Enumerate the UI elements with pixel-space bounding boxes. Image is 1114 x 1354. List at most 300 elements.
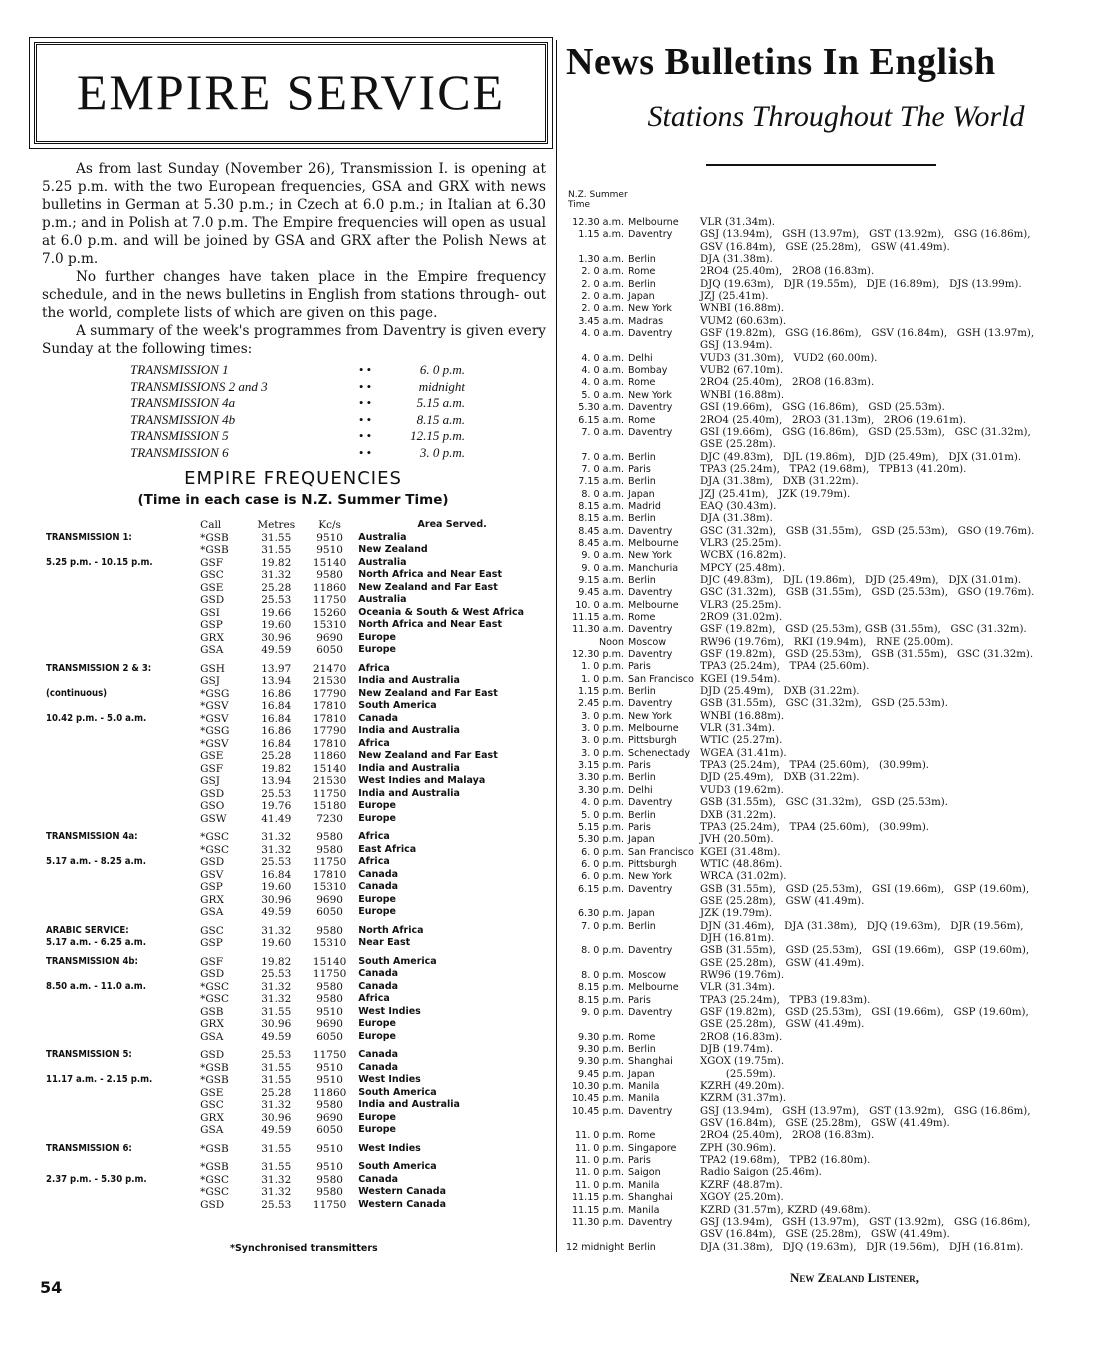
bulletin-frequencies: GSC (31.32m), GSB (31.55m), GSD (25.53m), GSO (19.76m). bbox=[700, 587, 1035, 599]
cell-transmission bbox=[46, 800, 200, 813]
bulletin-frequencies: TPA3 (25.24m), TPA4 (25.60m), (30.99m). bbox=[700, 821, 930, 833]
bulletin-place bbox=[628, 1118, 700, 1130]
bulletin-row bbox=[566, 711, 1111, 723]
cell-kcs: 6050 bbox=[316, 1124, 343, 1136]
bulletin-time: 5.15 p.m. bbox=[578, 821, 624, 833]
table-row bbox=[46, 532, 546, 545]
bulletin-row bbox=[566, 1069, 1111, 1081]
cell-transmission: 8.50 a.m. - 11.0 a.m. bbox=[46, 980, 146, 992]
title-rule bbox=[706, 164, 936, 166]
cell-kcs: 9510 bbox=[316, 1005, 343, 1018]
bulletin-frequencies: WNBI (16.88m). bbox=[700, 710, 785, 722]
cell-kcs: 9580 bbox=[316, 1099, 343, 1111]
cell-kcs: 17810 bbox=[312, 712, 347, 725]
cell-metres: 49.59 bbox=[261, 1124, 292, 1136]
bulletin-row bbox=[566, 945, 1111, 957]
cell-kcs: 9580 bbox=[316, 1173, 343, 1186]
bulletin-place: Daventry bbox=[628, 525, 673, 537]
cell-call: GSV bbox=[200, 868, 224, 881]
bulletin-place: Moscow bbox=[628, 969, 667, 981]
bulletin-place: Daventry bbox=[628, 1105, 673, 1117]
bulletin-frequencies: GSV (16.84m), GSE (25.28m), GSW (41.49m). bbox=[700, 1229, 950, 1241]
cell-area: North Africa and Near East bbox=[358, 619, 502, 630]
table-row bbox=[46, 1112, 546, 1125]
bulletin-row bbox=[566, 402, 1111, 414]
cell-metres: 16.84 bbox=[261, 712, 292, 725]
schedule-time: 8.15 a.m. bbox=[416, 411, 465, 427]
bulletin-row bbox=[566, 1180, 1111, 1192]
bulletin-row bbox=[566, 1229, 1111, 1241]
cell-call: GSJ bbox=[200, 775, 220, 787]
bulletin-row bbox=[566, 1019, 1111, 1031]
bulletin-row bbox=[566, 748, 1111, 760]
cell-call: GSE bbox=[200, 1086, 224, 1099]
table-row bbox=[46, 937, 546, 950]
bulletin-time: 6.15 a.m. bbox=[578, 414, 624, 426]
bulletin-place: Daventry bbox=[628, 945, 673, 957]
bulletin-place: San Francisco bbox=[628, 846, 694, 858]
cell-kcs: 9510 bbox=[316, 1161, 343, 1173]
bulletin-frequencies: KGEI (19.54m). bbox=[700, 673, 781, 685]
cell-call: GSH bbox=[200, 662, 225, 675]
footer-publication: New Zealand Listener, bbox=[790, 1270, 920, 1285]
cell-metres: 31.32 bbox=[261, 1099, 292, 1111]
table-row bbox=[46, 663, 546, 676]
bulletin-time: 1.15 a.m. bbox=[578, 229, 624, 241]
bulletin-time: 9. 0 a.m. bbox=[581, 550, 624, 562]
bulletin-time: 11.15 p.m. bbox=[571, 1204, 624, 1216]
cell-call: GRX bbox=[200, 631, 224, 644]
bulletin-row bbox=[566, 785, 1111, 797]
bulletin-frequencies: WNBI (16.88m). bbox=[700, 303, 785, 315]
bulletin-frequencies: WRCA (31.02m). bbox=[700, 871, 787, 883]
table-row bbox=[46, 1174, 546, 1187]
summary-schedule bbox=[130, 362, 470, 461]
bulletin-frequencies: ZPH (30.96m). bbox=[700, 1142, 777, 1154]
cell-metres: 31.32 bbox=[261, 993, 292, 1005]
bulletin-frequencies: VLR (31.34m). bbox=[700, 217, 776, 228]
table-row bbox=[46, 713, 546, 726]
bulletin-time: 8.15 p.m. bbox=[578, 994, 624, 1006]
bulletin-place bbox=[628, 242, 700, 254]
table-row bbox=[46, 700, 546, 713]
bulletin-frequencies: MPCY (25.48m). bbox=[700, 562, 786, 574]
cell-area: Canada bbox=[358, 881, 399, 892]
bulletin-place: Berlin bbox=[628, 574, 656, 586]
intro-text bbox=[42, 160, 546, 358]
bulletin-place: New York bbox=[628, 389, 672, 401]
table-row bbox=[46, 607, 546, 620]
bulletin-row bbox=[566, 871, 1111, 883]
bulletin-frequencies: DXB (31.22m). bbox=[700, 809, 777, 821]
cell-call: GSD bbox=[200, 856, 225, 868]
cell-transmission bbox=[46, 544, 200, 557]
bulletin-place: Daventry bbox=[628, 328, 673, 340]
bulletin-time: 8.15 a.m. bbox=[578, 513, 624, 525]
bulletin-frequencies: RW96 (19.76m), RKI (19.94m), RNE (25.00m). bbox=[700, 636, 954, 648]
cell-metres: 25.53 bbox=[261, 787, 292, 800]
bulletin-time: 4. 0 a.m. bbox=[581, 328, 624, 340]
cell-area: Australia bbox=[358, 531, 407, 543]
bulletin-row bbox=[566, 254, 1111, 266]
bulletin-row bbox=[566, 575, 1111, 587]
bulletin-time: 6. 0 p.m. bbox=[581, 858, 624, 870]
bulletin-time: 11. 0 p.m. bbox=[575, 1155, 624, 1167]
bulletin-frequencies: VUM2 (60.63m). bbox=[700, 315, 787, 327]
bulletin-place: Berlin bbox=[628, 476, 656, 488]
bulletin-row bbox=[566, 316, 1111, 328]
bulletin-row bbox=[566, 600, 1111, 612]
intro-paragraph: A summary of the week's programmes from Daventry is given every Sunday at the following times: bbox=[42, 323, 546, 357]
cell-metres: 31.32 bbox=[261, 1186, 292, 1198]
bulletin-frequencies: GSB (31.55m), GSC (31.32m), GSD (25.53m). bbox=[700, 797, 948, 809]
bulletin-time: 4. 0 p.m. bbox=[581, 797, 624, 809]
cell-area: Europe bbox=[358, 800, 396, 811]
page-number: 54 bbox=[40, 1278, 63, 1297]
bulletin-place: Daventry bbox=[628, 587, 673, 599]
bulletin-place: Berlin bbox=[628, 451, 656, 463]
cell-kcs: 21470 bbox=[312, 662, 347, 675]
bulletin-place: Berlin bbox=[628, 809, 656, 821]
cell-kcs: 11860 bbox=[312, 1086, 347, 1099]
schedule-dots: • • bbox=[358, 362, 372, 377]
bulletin-row bbox=[566, 415, 1111, 427]
cell-area: Canada bbox=[358, 712, 399, 724]
bulletin-place: Madras bbox=[628, 315, 664, 327]
bulletin-frequencies: VLR3 (25.25m). bbox=[700, 599, 782, 611]
cell-area: Oceania & South & West Africa bbox=[358, 606, 525, 618]
cell-metres: 31.55 bbox=[261, 1074, 292, 1086]
bulletin-time: 6.15 p.m. bbox=[578, 883, 624, 895]
bulletin-frequencies: JZJ (25.41m). bbox=[700, 291, 769, 303]
cell-transmission bbox=[46, 1186, 200, 1199]
cell-kcs: 9580 bbox=[316, 980, 343, 993]
bulletin-time: 6.30 p.m. bbox=[578, 908, 624, 920]
bulletin-frequencies: DJD (25.49m), DXB (31.22m). bbox=[700, 686, 860, 698]
bulletin-time: 8. 0 p.m. bbox=[581, 945, 624, 957]
schedule-time: 5.15 a.m. bbox=[416, 395, 465, 410]
nz-summer-time-label: N.Z. Summer Time bbox=[568, 190, 628, 210]
bulletin-time: 2. 0 a.m. bbox=[581, 266, 624, 278]
bulletin-row bbox=[566, 1242, 1111, 1254]
bulletin-time bbox=[566, 439, 628, 451]
cell-area: Near East bbox=[358, 937, 411, 948]
bulletin-time bbox=[566, 242, 628, 254]
table-row bbox=[46, 1087, 546, 1100]
frequency-table bbox=[46, 519, 546, 1211]
bulletin-row bbox=[566, 797, 1111, 809]
bulletin-place: Singapore bbox=[628, 1142, 677, 1154]
bulletin-time: 11. 0 p.m. bbox=[575, 1130, 624, 1142]
cell-kcs: 21530 bbox=[312, 775, 347, 787]
bulletin-place: Berlin bbox=[628, 772, 656, 784]
schedule-dots: • • bbox=[358, 428, 372, 443]
bulletin-time: 2. 0 a.m. bbox=[581, 303, 624, 315]
bulletin-time: 8.15 p.m. bbox=[578, 982, 624, 994]
cell-transmission: 2.37 p.m. - 5.30 p.m. bbox=[46, 1173, 147, 1185]
bulletin-place: Rome bbox=[628, 377, 656, 389]
bulletin-row bbox=[566, 1143, 1111, 1155]
cell-transmission bbox=[46, 582, 200, 595]
bulletin-row bbox=[566, 328, 1111, 340]
bulletin-frequencies: DJC (49.83m), DJL (19.86m), DJD (25.49m), DJX (31.01m). bbox=[700, 574, 1022, 586]
cell-metres: 30.96 bbox=[261, 1111, 292, 1124]
cell-kcs: 11860 bbox=[312, 581, 347, 594]
cell-call: *GSC bbox=[200, 831, 230, 843]
bulletin-place: Rome bbox=[628, 1130, 656, 1142]
bulletin-list bbox=[566, 217, 1111, 1254]
cell-transmission: (continuous) bbox=[46, 687, 108, 699]
bulletin-row bbox=[566, 563, 1111, 575]
table-row bbox=[46, 869, 546, 882]
cell-kcs: 11750 bbox=[312, 968, 347, 980]
cell-metres: 19.82 bbox=[261, 762, 292, 775]
cell-metres: 31.55 bbox=[261, 544, 292, 556]
cell-transmission bbox=[46, 869, 200, 882]
bulletin-place: Japan bbox=[628, 1068, 655, 1080]
bulletin-place: Melbourne bbox=[628, 537, 679, 549]
cell-call: GSD bbox=[200, 1049, 225, 1061]
bulletin-place: Paris bbox=[628, 463, 651, 475]
cell-area: Canada bbox=[358, 868, 399, 880]
bulletin-frequencies: KZRF (48.87m). bbox=[700, 1179, 783, 1191]
cell-call: GSC bbox=[200, 924, 224, 937]
empire-service-box bbox=[34, 42, 548, 144]
bulletin-place: Manila bbox=[628, 1204, 660, 1216]
bulletin-place: Daventry bbox=[628, 1007, 673, 1018]
bulletin-time: 1.30 a.m. bbox=[578, 254, 624, 266]
cell-kcs: 15140 bbox=[312, 762, 347, 775]
bulletin-time bbox=[566, 1118, 628, 1130]
cell-metres: 13.94 bbox=[261, 675, 292, 687]
cell-kcs: 15310 bbox=[312, 619, 347, 631]
cell-call: *GSB bbox=[200, 1142, 229, 1155]
cell-metres: 13.94 bbox=[261, 775, 292, 787]
table-row bbox=[46, 1049, 546, 1062]
bulletin-row bbox=[566, 834, 1111, 846]
cell-transmission bbox=[46, 881, 200, 894]
cell-transmission bbox=[46, 1124, 200, 1137]
table-row bbox=[46, 968, 546, 981]
cell-transmission bbox=[46, 1112, 200, 1125]
bulletin-time: 6. 0 p.m. bbox=[581, 846, 624, 858]
table-row bbox=[46, 925, 546, 938]
cell-metres: 49.59 bbox=[261, 644, 292, 656]
bulletin-time: 4. 0 a.m. bbox=[581, 365, 624, 377]
cell-area: New Zealand bbox=[358, 544, 428, 555]
bulletin-time: 2.45 p.m. bbox=[578, 698, 624, 710]
bulletin-row bbox=[566, 1044, 1111, 1056]
bulletin-row bbox=[566, 1205, 1111, 1217]
cell-call: GRX bbox=[200, 893, 224, 906]
bulletin-row bbox=[566, 921, 1111, 933]
bulletin-row bbox=[566, 723, 1111, 735]
bulletin-frequencies: GSC (31.32m), GSB (31.55m), GSD (25.53m), GSO (19.76m). bbox=[700, 525, 1035, 537]
bulletin-row bbox=[566, 661, 1111, 673]
bulletin-place: Schenectady bbox=[628, 747, 691, 759]
cell-call: GSW bbox=[200, 812, 227, 825]
table-row bbox=[46, 750, 546, 763]
cell-metres: 25.28 bbox=[261, 750, 292, 762]
cell-metres: 31.55 bbox=[261, 531, 292, 544]
bulletin-time: 3. 0 p.m. bbox=[581, 747, 624, 759]
table-row bbox=[46, 1143, 546, 1156]
bulletin-frequencies: GSV (16.84m), GSE (25.28m), GSW (41.49m). bbox=[700, 241, 950, 253]
bulletin-place: Japan bbox=[628, 488, 655, 500]
cell-transmission bbox=[46, 1018, 200, 1031]
bulletin-row bbox=[566, 822, 1111, 834]
bulletin-place: Berlin bbox=[628, 686, 656, 698]
bulletin-row bbox=[566, 637, 1111, 649]
bulletin-frequencies: GSJ (13.94m), GSH (13.97m), GST (13.92m), GSG (16.86m), bbox=[700, 229, 1031, 241]
cell-call: *GSC bbox=[200, 843, 230, 856]
cell-metres: 25.53 bbox=[261, 594, 292, 606]
bulletin-frequencies: VLR (31.34m). bbox=[700, 982, 776, 994]
bulletin-frequencies: GSF (19.82m), GSD (25.53m), GSB (31.55m), GSC (31.32m). bbox=[700, 649, 1034, 661]
bulletin-place: Paris bbox=[628, 661, 651, 673]
bulletin-place: Berlin bbox=[628, 278, 656, 290]
cell-transmission bbox=[46, 569, 200, 582]
empire-frequencies-title: EMPIRE FREQUENCIES bbox=[184, 468, 402, 489]
bulletin-place: Berlin bbox=[628, 920, 656, 932]
bulletin-frequencies: KZRM (31.37m). bbox=[700, 1093, 787, 1105]
bulletin-row bbox=[566, 452, 1111, 464]
bulletin-place: Manila bbox=[628, 1081, 660, 1093]
bulletin-time: 1. 0 p.m. bbox=[581, 673, 624, 685]
header-area: Area Served. bbox=[417, 519, 487, 530]
bulletin-frequencies: DJA (31.38m), DXB (31.22m). bbox=[700, 476, 859, 488]
cell-area: India and Australia bbox=[358, 725, 460, 736]
cell-call: GSO bbox=[200, 800, 225, 812]
bulletin-row bbox=[566, 242, 1111, 254]
cell-call: *GSV bbox=[200, 700, 229, 712]
cell-call: GSE bbox=[200, 750, 224, 762]
bulletin-place: Berlin bbox=[628, 513, 656, 525]
cell-area: Europe bbox=[358, 631, 396, 643]
bulletin-frequencies: VLR (31.34m). bbox=[700, 723, 776, 735]
bulletin-time: 3.45 a.m. bbox=[578, 315, 624, 327]
table-row bbox=[46, 1031, 546, 1044]
schedule-name: TRANSMISSIONS 2 and 3 bbox=[130, 378, 268, 394]
bulletin-row bbox=[566, 995, 1111, 1007]
synchronised-note: *Synchronised transmitters bbox=[230, 1243, 378, 1254]
bulletin-place bbox=[628, 1019, 700, 1031]
bulletin-time: 11. 0 p.m. bbox=[575, 1167, 624, 1179]
bulletin-frequencies: GSB (31.55m), GSD (25.53m), GSI (19.66m), GSP (19.60m), bbox=[700, 883, 1030, 895]
bulletin-row bbox=[566, 538, 1111, 550]
table-row bbox=[46, 1099, 546, 1112]
bulletin-row bbox=[566, 365, 1111, 377]
bulletin-frequencies: 2RO4 (25.40m), 2RO3 (31.13m), 2RO6 (19.61m). bbox=[700, 414, 967, 426]
cell-metres: 25.53 bbox=[261, 856, 292, 868]
bulletin-time: 12.30 p.m. bbox=[571, 649, 624, 661]
bulletin-place: New York bbox=[628, 303, 672, 315]
bulletin-place: Melbourne bbox=[628, 599, 679, 611]
bulletin-time: 4. 0 a.m. bbox=[581, 377, 624, 389]
bulletin-frequencies: GSF (19.82m), GSG (16.86m), GSV (16.84m), GSH (13.97m), bbox=[700, 328, 1035, 340]
bulletin-time: 11. 0 p.m. bbox=[575, 1179, 624, 1191]
bulletin-place: Delhi bbox=[628, 784, 653, 796]
bulletin-place: Daventry bbox=[628, 797, 673, 809]
cell-metres: 16.84 bbox=[261, 868, 292, 881]
bulletin-frequencies: VUD3 (31.30m), VUD2 (60.00m). bbox=[700, 352, 878, 364]
bulletin-row bbox=[566, 970, 1111, 982]
bulletin-frequencies: WTIC (48.86m). bbox=[700, 858, 783, 870]
cell-kcs: 11750 bbox=[312, 1049, 347, 1061]
table-row bbox=[46, 881, 546, 894]
bulletin-time: 7. 0 a.m. bbox=[581, 426, 624, 438]
cell-area: Africa bbox=[358, 662, 390, 674]
bulletin-frequencies: VLR3 (25.25m). bbox=[700, 537, 782, 549]
bulletin-row bbox=[566, 649, 1111, 661]
schedule-time: 6. 0 p.m. bbox=[419, 362, 465, 377]
bulletin-time bbox=[566, 1019, 628, 1031]
cell-kcs: 11750 bbox=[312, 856, 347, 868]
cell-area: South America bbox=[358, 1086, 437, 1098]
cell-transmission bbox=[46, 1062, 200, 1075]
bulletin-time: 11.30 a.m. bbox=[572, 624, 624, 636]
table-row bbox=[46, 800, 546, 813]
bulletin-frequencies: Radio Saigon (25.46m). bbox=[700, 1167, 822, 1179]
bulletin-frequencies: GSE (25.28m), GSW (41.49m). bbox=[700, 957, 865, 969]
bulletin-time: 8.45 a.m. bbox=[578, 525, 624, 537]
cell-transmission bbox=[46, 844, 200, 857]
table-row bbox=[46, 831, 546, 844]
bulletin-time: 3. 0 p.m. bbox=[581, 710, 624, 722]
cell-transmission bbox=[46, 993, 200, 1006]
schedule-name: TRANSMISSION 5 bbox=[130, 428, 229, 443]
cell-call: *GSB bbox=[200, 531, 229, 544]
bulletin-row bbox=[566, 279, 1111, 291]
bulletin-time: 5. 0 a.m. bbox=[581, 389, 624, 401]
table-row bbox=[46, 619, 546, 632]
cell-metres: 31.55 bbox=[261, 1142, 292, 1155]
bulletin-place: Japan bbox=[628, 291, 655, 303]
cell-transmission bbox=[46, 763, 200, 776]
bulletin-row bbox=[566, 612, 1111, 624]
bulletin-place: Rome bbox=[628, 266, 656, 278]
cell-call: *GSB bbox=[200, 1161, 229, 1173]
bulletin-row bbox=[566, 266, 1111, 278]
bulletin-row bbox=[566, 1192, 1111, 1204]
bulletin-row bbox=[566, 1093, 1111, 1105]
table-row bbox=[46, 725, 546, 738]
table-row bbox=[46, 856, 546, 869]
bulletin-place: Melbourne bbox=[628, 723, 679, 735]
table-row bbox=[46, 569, 546, 582]
bulletin-time: 1. 0 p.m. bbox=[581, 661, 624, 673]
bulletin-row bbox=[566, 464, 1111, 476]
bulletin-place bbox=[628, 439, 700, 451]
bulletin-row bbox=[566, 908, 1111, 920]
bulletin-place bbox=[628, 340, 700, 352]
bulletin-row bbox=[566, 1167, 1111, 1179]
bulletin-place: Pittsburgh bbox=[628, 735, 677, 747]
header-kcs: Kc/s bbox=[318, 519, 341, 531]
cell-call: *GSG bbox=[200, 725, 230, 737]
cell-area: South America bbox=[358, 1161, 437, 1172]
bulletin-row bbox=[566, 501, 1111, 513]
bulletin-frequencies: DJC (49.83m), DJL (19.86m), DJD (25.49m), DJX (31.01m). bbox=[700, 451, 1022, 463]
cell-transmission: 5.17 a.m. - 6.25 a.m. bbox=[46, 937, 146, 948]
bulletin-row bbox=[566, 513, 1111, 525]
cell-metres: 16.86 bbox=[261, 687, 292, 700]
cell-area: New Zealand and Far East bbox=[358, 687, 498, 699]
table-row bbox=[46, 1062, 546, 1075]
cell-kcs: 9690 bbox=[316, 1111, 343, 1124]
bulletin-time: 10. 0 a.m. bbox=[575, 599, 624, 611]
cell-transmission bbox=[46, 1099, 200, 1112]
